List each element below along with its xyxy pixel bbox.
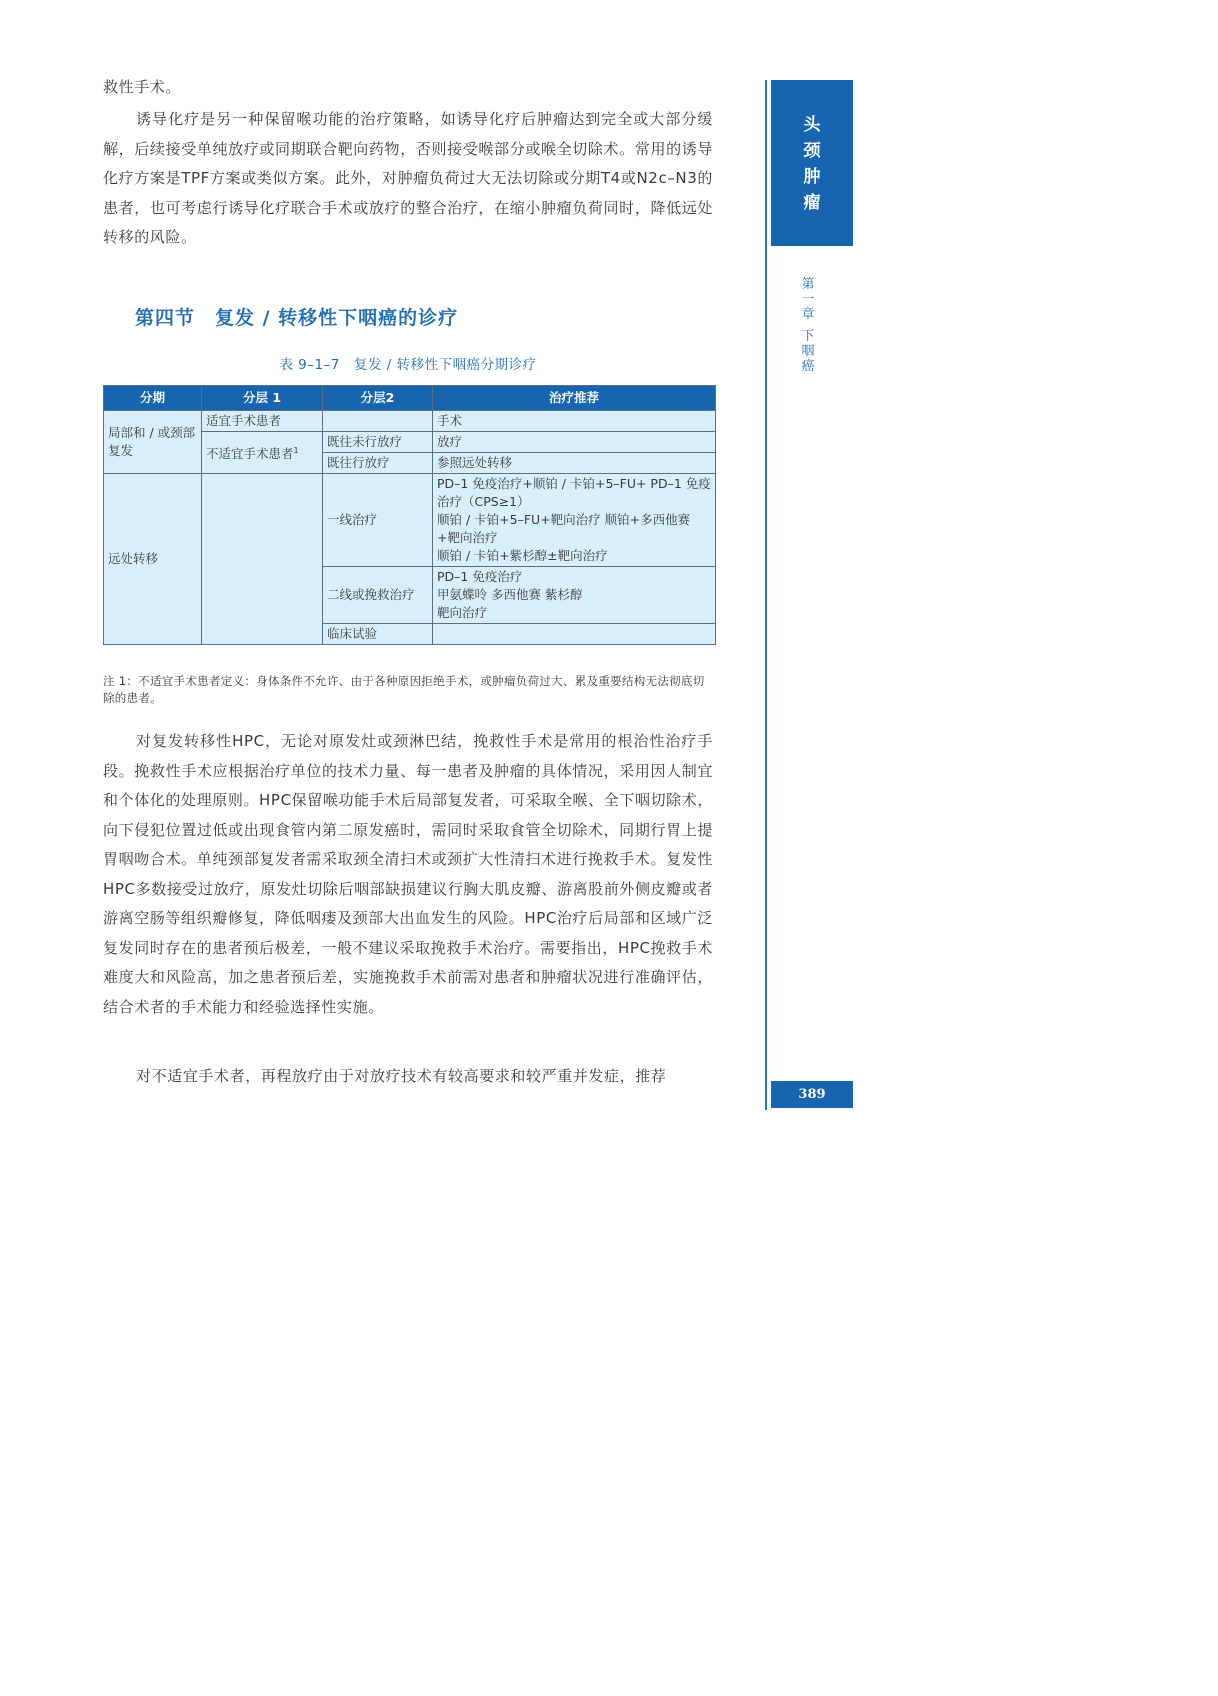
paragraph-salvage-surgery: 对复发转移性HPC，无论对原发灶或颈淋巴结，挽救性手术是常用的根治性治疗手段。挽救性手术应根据治疗单位的技术力量、每一患者及肿瘤的具体情况，采用因人制宜和个体化的处理原则。HPC保留喉功能手术后局部复发者，可采取全喉、全下咽切除术，向下侵犯位置过低或出现食管内第二原发癌时，需同时采取食管全切除术，同期行胃上提胃咽吻合术。单纯颈部复发者需采取颈全清扫术或颈扩大性清扫术进行挽救手术。复发性HPC多数接受过放疗，原发灶切除后咽部缺损建议行胸大肌皮瓣、游离股前外侧皮瓣或者游离空肠等组织瓣修复，降低咽瘘及颈部大出血发生的风险。HPC治疗后局部和区域广泛复发同时存在的患者预后极差，一般不建议采取挽救手术治疗。需要指出，HPC挽救手术难度大和风险高，加之患者预后差，实施挽救手术前需对患者和肿瘤状况进行准确评估，结合术者的手术能力和经验选择性实施。: [103, 732, 713, 1016]
chapter-char: 一: [801, 292, 815, 307]
second-line-item: 靶向治疗: [437, 605, 488, 620]
cell-empty: [433, 624, 716, 645]
cell-empty: [202, 474, 323, 645]
tab-char: 肿: [803, 167, 821, 187]
page-number: 389: [771, 1081, 853, 1108]
section-title: 第四节 复发 / 转移性下咽癌的诊疗: [135, 307, 459, 329]
cell-second-line: [433, 567, 716, 624]
cell-local-l2a: 既往未行放疗: [323, 432, 433, 453]
second-line-item: PD–1 免疫治疗: [437, 569, 523, 584]
header-treatment: 治疗推荐: [433, 386, 716, 411]
cell-local-l2b: 既往行放疗: [323, 453, 433, 474]
chapter-char: 癌: [801, 359, 815, 374]
cell-first-line: [433, 474, 716, 567]
table-footnote: 注 1：不适宜手术患者定义：身体条件不允许、由于各种原因拒绝手术，或肿瘤负荷过大、累及重要结构无法彻底切除的患者。: [103, 674, 705, 705]
chapter-char: 第: [801, 277, 815, 292]
tab-char: 颈: [803, 141, 821, 161]
cell-distant-l2c: 临床试验: [323, 624, 433, 645]
second-line-item: 甲氨蝶呤 多西他赛 紫杉醇: [437, 587, 583, 602]
first-line-item: PD–1 免疫治疗+顺铂 / 卡铂+5–FU+ PD–1 免疫治疗（CPS≥1）: [437, 476, 711, 509]
paragraph-continuation: 救性手术。: [103, 78, 182, 96]
first-line-item: 顺铂 / 卡铂+5–FU+靶向治疗 顺铂+多西他赛+靶向治疗: [437, 512, 691, 545]
table-caption: 表 9–1–7 复发 / 转移性下咽癌分期诊疗: [279, 357, 537, 373]
header-stage: 分期: [104, 386, 202, 411]
chapter-label: [795, 277, 821, 374]
table-row: [104, 411, 716, 432]
chapter-char: 章: [801, 307, 815, 322]
cell-local-l1b-text: 不适宜手术患者: [206, 446, 294, 462]
cell-local-txc: 参照远处转移: [433, 453, 716, 474]
header-layer2: 分层2: [323, 386, 433, 411]
margin-rule: [765, 80, 767, 1110]
staging-table: [103, 385, 716, 645]
table-header-row: [104, 386, 716, 411]
chapter-char: 下: [801, 329, 815, 344]
cell-local-l1b: [202, 432, 323, 474]
cell-local-l1a: 适宜手术患者: [202, 411, 323, 432]
tab-char: 头: [803, 115, 821, 135]
chapter-char: 咽: [801, 344, 815, 359]
section-tab-label: [771, 80, 853, 216]
cell-distant-stage: 远处转移: [104, 474, 202, 645]
cell-local-stage: 局部和 / 或颈部复发: [104, 411, 202, 474]
section-tab: [771, 80, 853, 246]
cell-empty: [323, 411, 433, 432]
cell-local-txa: 手术: [433, 411, 716, 432]
cell-local-txb: 放疗: [433, 432, 716, 453]
table-row: [104, 474, 716, 567]
tab-char: 瘤: [803, 193, 821, 213]
cell-distant-l2a: 一线治疗: [323, 474, 433, 567]
first-line-item: 顺铂 / 卡铂+紫杉醇±靶向治疗: [437, 548, 608, 563]
footnote-marker: 1: [293, 445, 299, 455]
paragraph-induction-chemo: 诱导化疗是另一种保留喉功能的治疗策略，如诱导化疗后肿瘤达到完全或大部分缓解，后续接受单纯放疗或同期联合靶向药物，否则接受喉部分或喉全切除术。常用的诱导化疗方案是TPF方案或类似方案。此外，对肿瘤负荷过大无法切除或分期T4或N2c–N3的患者，也可考虑行诱导化疗联合手术或放疗的整合治疗，在缩小肿瘤负荷同时，降低远处转移的风险。: [103, 110, 713, 246]
header-layer1: 分层 1: [202, 386, 323, 411]
cell-distant-l2b: 二线或挽救治疗: [323, 567, 433, 624]
paragraph-reirradiation: 对不适宜手术者，再程放疗由于对放疗技术有较高要求和较严重并发症，推荐: [136, 1067, 667, 1085]
